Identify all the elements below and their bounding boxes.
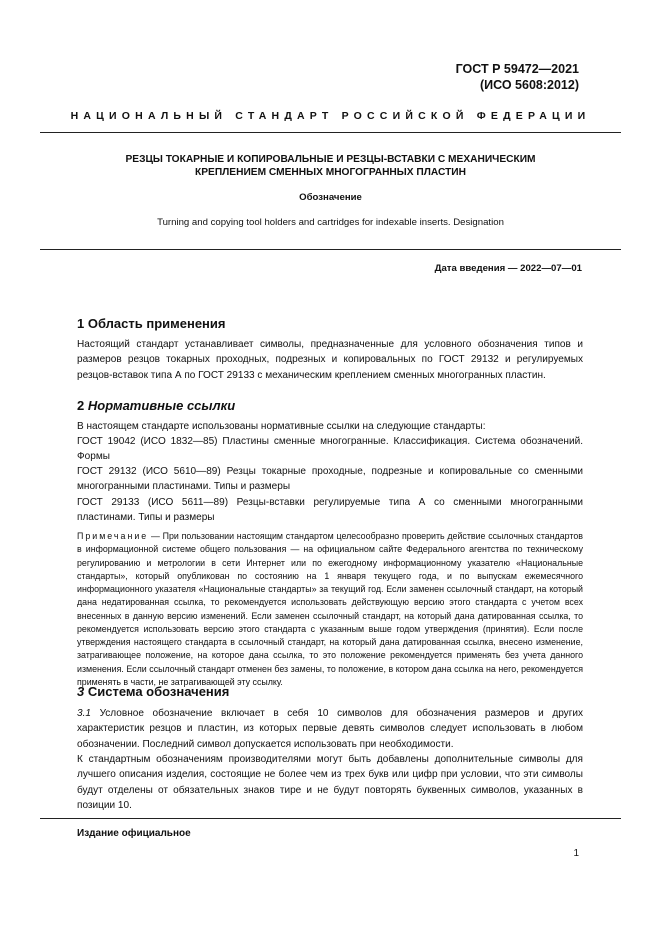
section-2-number: 2 <box>77 398 85 413</box>
section-1-text: Настоящий стандарт устанавливает символы, предназначенные для условного обозначения типов и размеров резцов токарных проходных, подрезных и копировальных по ГОСТ 29132 и регулируемых резцов-вставок типа А по ГОСТ 29133 с механическим креплением сменных многогранных пластин. <box>77 339 583 381</box>
standard-number: ГОСТ Р 59472—2021 <box>455 62 579 76</box>
section-3-paragraph-2: К стандартным обозначениям производителями могут быть добавлены дополнительные символы для лучшего описания изделия, состоящие не более чем из трех букв или цифр при условии, что эти символы будут отделены от обязательных знаков тире и не будут повторять буквенных символов, указанных в позиции 10. <box>77 754 583 811</box>
title-line-2: КРЕПЛЕНИЕМ СМЕННЫХ МНОГОГРАННЫХ ПЛАСТИН <box>195 167 466 178</box>
reference-item: ГОСТ 29132 (ИСО 5610—89) Резцы токарные проходные, подрезные и копировальные со сменными многогранными пластинами. Типы и размеры <box>77 466 583 493</box>
section-2-intro: В настоящем стандарте использованы нормативные ссылки на следующие стандарты: <box>77 421 486 432</box>
section-2-heading <box>77 398 235 413</box>
title-rule <box>40 249 621 250</box>
section-3-heading <box>77 684 229 699</box>
reference-item: ГОСТ 29133 (ИСО 5611—89) Резцы-вставки регулируемые типа А со сменными многогранными пластинами. Типы и размеры <box>77 497 583 524</box>
introduction-date: Дата введения — 2022—07—01 <box>434 263 582 274</box>
section-2-title: Нормативные ссылки <box>87 398 236 413</box>
clause-number: 3.1 <box>77 708 91 719</box>
note-label: Примечание <box>77 531 149 541</box>
section-1-heading: 1 Область применения <box>77 316 226 331</box>
page-number: 1 <box>573 848 579 859</box>
clause-text: Условное обозначение включает в себя 10 символов для обозначения размеров и других характеристик резцов и пластин, из которых первые девять символов следует использовать в любом обозначении. Последний символ допускается использовать при необходимости. <box>77 708 583 750</box>
note-block <box>77 530 583 689</box>
title-line-1: РЕЗЦЫ ТОКАРНЫЕ И КОПИРОВАЛЬНЫЕ И РЕЗЦЫ-ВСТАВКИ С МЕХАНИЧЕСКИМ <box>125 154 536 165</box>
subtitle: Обозначение <box>299 192 362 203</box>
footer-rule <box>40 818 621 819</box>
section-3-number: 3 <box>77 684 85 699</box>
english-title: Turning and copying tool holders and cartridges for indexable inserts. Designation <box>157 217 504 228</box>
note-text: — При пользовании настоящим стандартом целесообразно проверить действие ссылочных стандартов в информационной системе общего пользования — на официальном сайте Федерального агентства по техническому регулированию и метрологии в сети Интернет или по ежегодному информационному указателю «Национальные стандарты», который опубликован по состоянию на 1 января текущего года, и по выпускам ежемесячного информационного указателя «Национальные стандарты» за текущий год. Если заменен ссылочный стандарт, на который дана недатированная ссылка, то рекомендуется использовать действующую версию этого стандарта с учетом всех внесенных в данную версию изменений. Если заменен ссылочный стандарт, на который дана датированная ссылка, то рекомендуется использовать версию этого стандарта с указанным выше годом утверждения (принятия). Если после утверждения настоящего стандарта в ссылочный стандарт, на который дана датированная ссылка, внесено изменение, затрагивающее положение, на которое дана ссылка, то это положение рекомендуется применять без учета данного изменения. Если ссылочный стандарт отменен без замены, то положение, в котором дана ссылка на него, рекомендуется применять в части, не затрагивающей эту ссылку. <box>77 531 583 687</box>
section-1-paragraph <box>77 337 583 383</box>
clause-3-1 <box>77 706 583 752</box>
national-standard-banner: НАЦИОНАЛЬНЫЙ СТАНДАРТ РОССИЙСКОЙ ФЕДЕРАЦИИ <box>70 110 591 122</box>
iso-number: (ИСО 5608:2012) <box>480 78 579 92</box>
section-3-title: Система обозначения <box>87 684 230 699</box>
reference-item: ГОСТ 19042 (ИСО 1832—85) Пластины сменные многогранные. Классификация. Система обозначений. Формы <box>77 436 583 463</box>
header-rule <box>40 132 621 133</box>
edition-label: Издание официальное <box>77 828 191 839</box>
